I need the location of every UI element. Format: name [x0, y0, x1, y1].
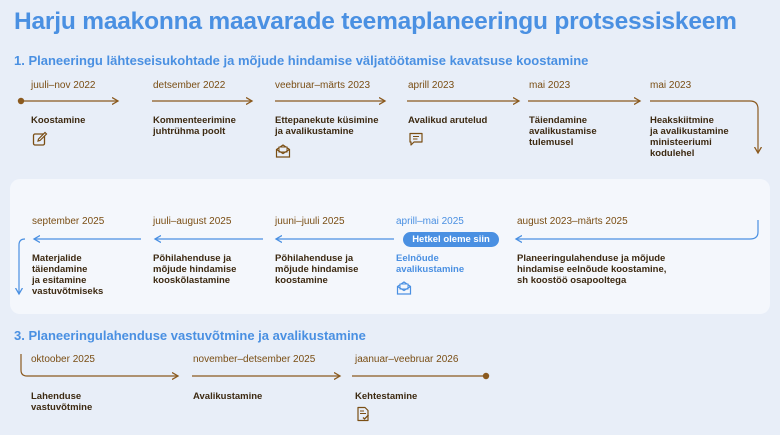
step-date: aprill 2023 [408, 80, 455, 91]
section-3-title: 3. Planeeringulahenduse vastuvõtmine ja avalikustamine [14, 328, 366, 343]
step-label: Kommenteerimine juhtrühma poolt [153, 115, 236, 137]
document-check-icon [355, 406, 371, 422]
current-step-label: Eelnõude avalikustamine [396, 253, 465, 275]
step-date: detsember 2022 [153, 80, 226, 91]
step-date: mai 2023 [529, 80, 571, 91]
step-label: Avalikustamine [193, 391, 263, 402]
step-label: Materjalide täiendamine ja esitamine vastuvõtmiseks [32, 253, 104, 297]
step-date: veebruar–märts 2023 [275, 80, 371, 91]
step-date: jaanuar–veebruar 2026 [355, 354, 459, 365]
step-date: juuli–august 2025 [153, 216, 232, 227]
step-label: Lahenduse vastuvõtmine [31, 391, 93, 413]
current-step-date: aprill–mai 2025 [396, 216, 464, 227]
current-position-badge: Hetkel oleme siin [403, 232, 499, 247]
step-label: Kehtestamine [355, 391, 418, 402]
section-1-title: 1. Planeeringu lähteseisukohtade ja mõjude hindamise väljatöötamise kavatsuse koostamine [14, 53, 589, 68]
timeline-end-dot [483, 373, 489, 379]
step-date: september 2025 [32, 216, 105, 227]
step-label: Koostamine [31, 115, 86, 126]
page-title: Harju maakonna maavarade teemaplaneeringu protsessiskeem [14, 8, 737, 35]
step-date: mai 2023 [650, 80, 692, 91]
step-date: juuli–nov 2022 [31, 80, 96, 91]
step-label: Täiendamine avalikustamise tulemusel [529, 115, 597, 148]
step-date: august 2023–märts 2025 [517, 216, 628, 227]
step-date: oktoober 2025 [31, 354, 95, 365]
step-label: Avalikud arutelud [408, 115, 488, 126]
step-label: Põhilahenduse ja mõjude hindamise koostamine [275, 253, 359, 286]
step-label: Põhilahenduse ja mõjude hindamise kooskõlastamine [153, 253, 237, 286]
step-label: Heakskiitmine ja avalikustamine ministeeriumi kodulehel [650, 115, 729, 159]
step-label: Ettepanekute küsimine ja avalikustamine [275, 115, 379, 137]
step-label: Planeeringulahenduse ja mõjude hindamise eelnõude koostamine, sh koostöö osapooltega [517, 253, 667, 286]
step-date: juuni–juuli 2025 [275, 216, 345, 227]
step-date: november–detsember 2025 [193, 354, 316, 365]
